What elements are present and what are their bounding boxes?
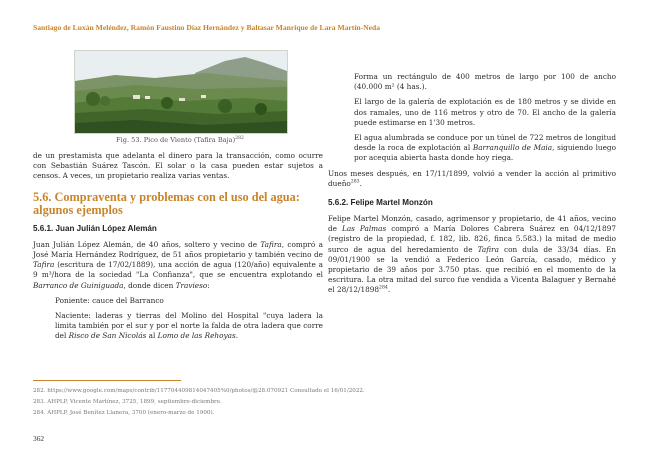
left-column [33,151,323,347]
footnote-ref-283: 283 [350,179,360,185]
running-header: Santiago de Luxán Meléndez, Ramón Faustino Díaz Hernández y Baltasar Manrique de Lara Martín-Neda [33,23,381,32]
section-title: 5.6. Compraventa y problemas con el uso del agua: algunos ejemplos [33,189,300,218]
footnote-rule [33,380,181,381]
footnote-284: 284. AHPLP, José Benítez Llanera, 3700 (enero-marzo de 1900). [33,410,215,416]
quote-naciente: Naciente: laderas y tierras del Molino del Hospital "cuya ladera la limita también por el sur y por el norte la falda de otra ladera que corre del Risco de San Nicolás al Lomo de las Rehoyas. [55,311,323,341]
paragraph-martel-monzon: Felipe Martel Monzón, casado, agrimensor y propietario, de 41 años, vecino de Las Palmas compró a María Dolores Cabrera Suárez en 04/12/1897 (registro de la propiedad, f. 182, lib. 826, finca 5.583.) la mitad de medio surco de agua del heredamiento de Tafira con dula de 33/34 días. En 09/01/1900 se la vendió a Federico León García, casado, médico y propietario de 39 años por 3.750 ptas. que recibió en el momento de la escritura. La otra mitad del surco fue vendida a Vicenta Balaguer y Bernahé el 28/12/1898$^{284}$. [328,214,616,295]
subsection-title-1: 5.6.1. Juan Julián López Alemán [33,223,157,233]
footnote-ref-284: 284 [379,286,388,292]
footnote-283: 283. AHPLP, Vicente Martínez, 3725, 1899, septiembre-diciembre. [33,399,222,405]
paragraph-lopez-aleman: Juan Julián López Alemán, de 40 años, soltero y vecino de Tafira, compró a José María Hernández Rodríguez, de 51 años propietario y también vecino de Tafira (escritura de 17/02/1889), una acción de agua (120/año) equivalente a 9 m³/hora de la sociedad "La Confianza", que se encuentra explotando el Barranco de Guiniguada, donde dicen Travieso: [33,239,323,290]
quote-galeria: El largo de la galería de explotación es de 180 metros y se divide en dos ramales, uno de 116 metros y otro de 70. El ancho de la galería puede estimarse en 1'30 metros. [354,97,616,127]
footnotes [33,380,633,419]
landscape-photo [74,50,288,134]
caption-footnote-ref: 282 [235,135,244,141]
footnote-282: 282. https://www.google.com/maps/contrib/117704409814047405%0/photos/@28.070921 Consultado el 16/01/2022. [33,388,365,394]
landscape-photo-image [75,51,287,133]
quote-poniente: Poniente: cauce del Barranco [55,295,164,305]
right-column [328,72,616,301]
paragraph-unos-meses: Unos meses después, en 17/11/1899, volvió a vender la acción al primitivo dueño$^{283}$. [328,168,616,188]
quote-agua: El agua alumbrada se conduce por un túnel de 722 metros de longitud desde la roca de explotación al Barranquillo de Maia, siguiendo luego por acequia abierta hasta donde hoy riega. [354,133,616,163]
quote-rectangle: Forma un rectángulo de 400 metros de largo por 100 de ancho (40.000 m² (4 has.). [354,72,616,92]
page-number: 362 [33,434,45,443]
subsection-title-2: 5.6.2. Felipe Martel Monzón [328,198,433,208]
figure-caption: Fig. 53. Pico de Viento (Tafira Baja)$^{282}$ [116,135,244,144]
paragraph-continuation: de un prestamista que adelanta el dinero para la transacción, como ocurre con Sebastián Suárez Tascón. El solar o la casa pueden estar sujetos a censos. A veces, un propietario realiza varias ventas. [33,151,323,181]
